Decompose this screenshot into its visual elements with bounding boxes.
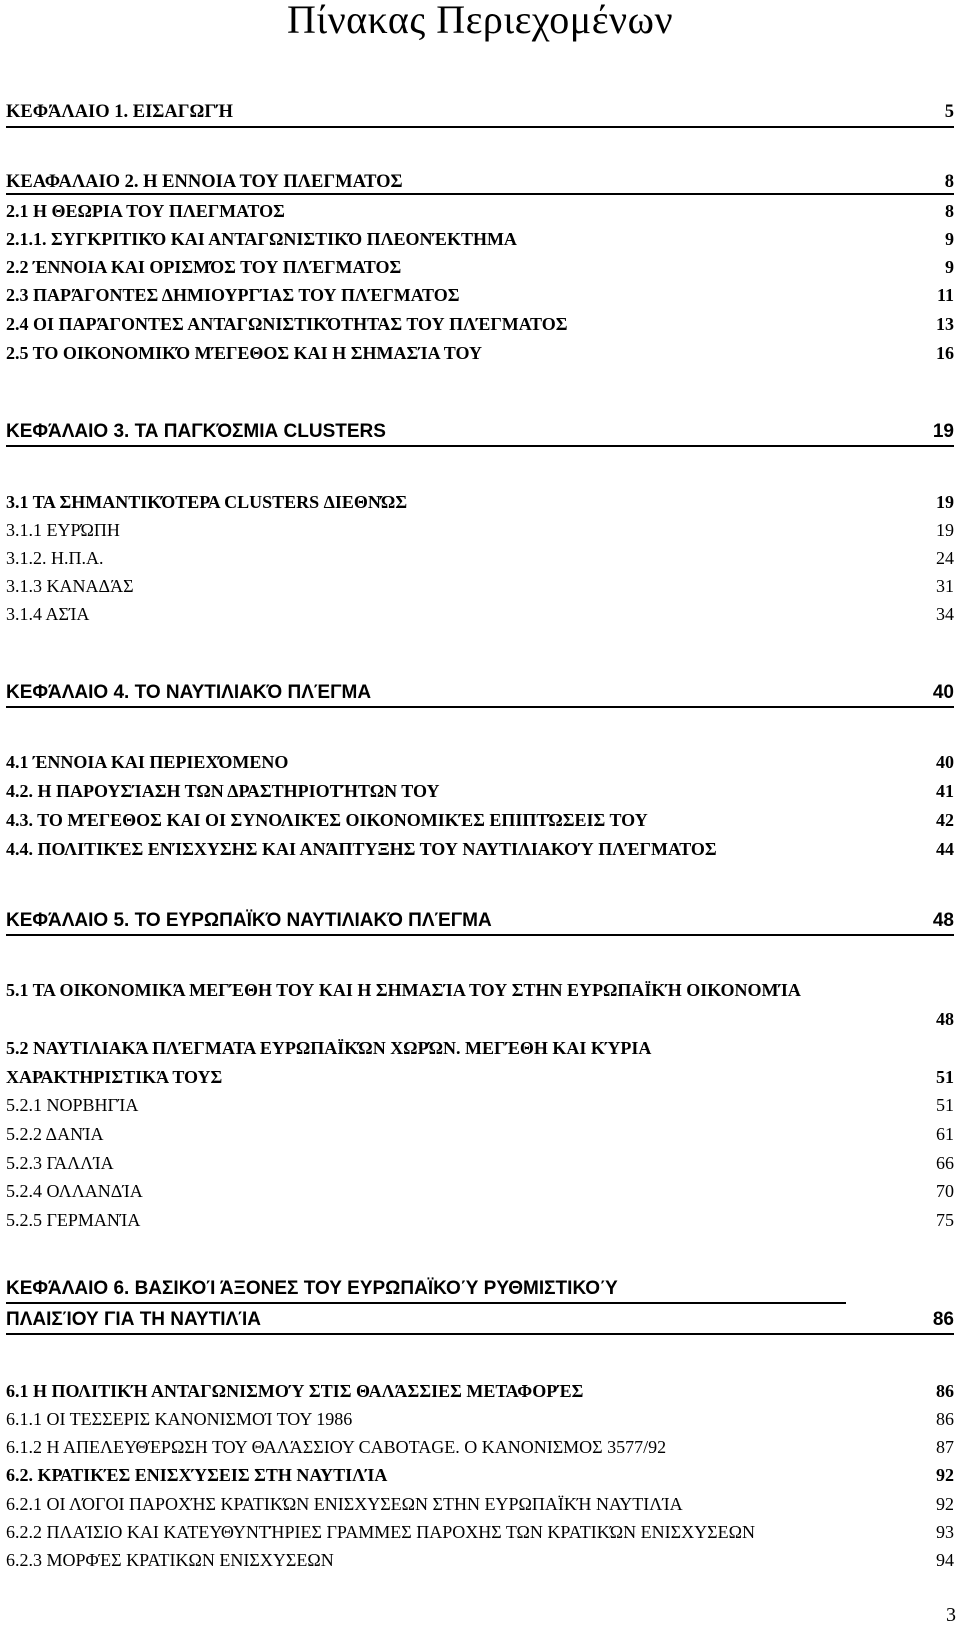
toc-entry-text: ΚΕΦΆΛΑΙΟ 1. ΕΙΣΑΓΩΓΉ bbox=[6, 102, 233, 122]
toc-entry-page: 24 bbox=[936, 548, 954, 568]
toc-entry-text: ΧΑΡΑΚΤΗΡΙΣΤΙΚΆ ΤΟΥΣ bbox=[6, 1067, 223, 1087]
toc-entry-page: 40 bbox=[936, 752, 954, 772]
toc-entry-text: 5.2 ΝΑΥΤΙΛΙΑΚΆ ΠΛΈΓΜΑΤΑ ΕΥΡΩΠΑΪΚΏΝ ΧΩΡΏΝ. ΜΕΓΈΘΗ ΚΑΙ ΚΎΡΙΑ bbox=[6, 1038, 652, 1058]
toc-entry-text: 3.1.3 ΚΑΝΑΔΆΣ bbox=[6, 576, 134, 596]
toc-entry-text: 4.1 ΈΝΝΟΙΑ ΚΑΙ ΠΕΡΙΕΧΌΜΕΝΟ bbox=[6, 752, 289, 772]
toc-entry-page: 19 bbox=[936, 520, 954, 540]
toc-entry-page: 48 bbox=[936, 1009, 954, 1029]
page-title: Πίνακας Περιεχομένων bbox=[286, 0, 674, 42]
toc-entry-text: 6.1.2 Η ΑΠΕΛΕΥΘΈΡΩΣΗ ΤΟΥ ΘΑΛΆΣΣΙΟΥ CABOTAGE. Ο ΚΑΝΟΝΙΣΜΟΣ 3577/92 bbox=[6, 1437, 667, 1457]
toc-entry-page: 9 bbox=[945, 229, 954, 249]
toc-entry-text: ΚΕΦΆΛΑΙΟ 5. ΤΟ ΕΥΡΩΠΑΪΚΌ ΝΑΥΤΙΛΙΑΚΌ ΠΛΈΓΜΑ bbox=[6, 910, 492, 931]
toc-entry-text: ΚΕΦΆΛΑΙΟ 3. ΤΑ ΠΑΓΚΌΣΜΙΑ CLUSTERS bbox=[6, 421, 386, 442]
toc-entry-text: 6.2.3 ΜΟΡΦΈΣ ΚΡΑΤΙΚΩΝ ΕΝΙΣΧΥΣΕΩΝ bbox=[6, 1550, 334, 1570]
toc-entry-page: 5 bbox=[944, 102, 954, 122]
toc-entry-page: 48 bbox=[932, 910, 954, 931]
toc-entry-text: ΚΕΦΆΛΑΙΟ 4. ΤΟ ΝΑΥΤΙΛΙΑΚΌ ΠΛΈΓΜΑ bbox=[6, 682, 372, 703]
toc-entry-text: 5.2.5 ΓΕΡΜΑΝΊΑ bbox=[6, 1210, 141, 1230]
toc-entry-page: 70 bbox=[936, 1181, 954, 1201]
toc-entry-text: 2.4 ΟΙ ΠΑΡΆΓΟΝΤΕΣ ΑΝΤΑΓΩΝΙΣΤΙΚΌΤΗΤΑΣ ΤΟΥ ΠΛΈΓΜΑΤΟΣ bbox=[6, 314, 568, 334]
toc-entry-text: 6.2.1 ΟΙ ΛΌΓΟΙ ΠΑΡΟΧΉΣ ΚΡΑΤΙΚΏΝ ΕΝΙΣΧΥΣΕΩΝ ΣΤΗΝ ΕΥΡΩΠΑΪΚΉ ΝΑΥΤΙΛΊΑ bbox=[6, 1494, 683, 1514]
toc-entry-text: ΚΕΑΦΑΛΑΙΟ 2. Η ΕΝΝΟΙΑ ΤΟΥ ΠΛΕΓΜΑΤΟΣ bbox=[6, 172, 403, 192]
chapter-rule bbox=[6, 193, 954, 195]
toc-entry-text: 5.2.3 ΓΑΛΛΊΑ bbox=[6, 1153, 114, 1173]
chapter-rule bbox=[6, 1302, 846, 1304]
toc-entry-text: 2.2 ΈΝΝΟΙΑ ΚΑΙ ΟΡΙΣΜΌΣ ΤΟΥ ΠΛΈΓΜΑΤΟΣ bbox=[6, 257, 402, 277]
toc-entry-page: 19 bbox=[936, 492, 954, 512]
toc-entry-text: 4.3. ΤΟ ΜΈΓΕΘΟΣ ΚΑΙ ΟΙ ΣΥΝΟΛΙΚΈΣ ΟΙΚΟΝΟΜΙΚΈΣ ΕΠΙΠΤΏΣΕΙΣ ΤΟΥ bbox=[6, 810, 648, 830]
toc-entry-page: 51 bbox=[936, 1067, 954, 1087]
toc-entry-page: 86 bbox=[936, 1381, 954, 1401]
toc-entry-page: 92 bbox=[936, 1465, 954, 1485]
toc-entry-text: 2.1 Η ΘΕΩΡΙΑ ΤΟΥ ΠΛΕΓΜΑΤΟΣ bbox=[6, 201, 285, 221]
toc-entry-text: 6.1.1 ΟΙ ΤΕΣΣΕΡΙΣ ΚΑΝΟΝΙΣΜΟΊ ΤΟΥ 1986 bbox=[6, 1409, 353, 1429]
toc-entry-page: 86 bbox=[936, 1409, 954, 1429]
toc-entry-text: 3.1 ΤΑ ΣΗΜΑΝΤΙΚΌΤΕΡΑ CLUSTERS ΔΙΕΘΝΏΣ bbox=[6, 492, 408, 512]
chapter-rule bbox=[6, 706, 954, 708]
toc-entry-page: 92 bbox=[936, 1494, 954, 1514]
toc-entry-text: 6.2. ΚΡΑΤΙΚΈΣ ΕΝΙΣΧΎΣΕΙΣ ΣΤΗ ΝΑΥΤΙΛΊΑ bbox=[6, 1465, 388, 1485]
toc-entry-text: 5.2.2 ΔΑΝΊΑ bbox=[6, 1124, 104, 1144]
chapter-rule bbox=[6, 934, 954, 936]
toc-entry-page: 8 bbox=[945, 201, 954, 221]
toc-entry-text: 6.1 Η ΠΟΛΙΤΙΚΉ ΑΝΤΑΓΩΝΙΣΜΟΎ ΣΤΙΣ ΘΑΛΆΣΣΙΕΣ ΜΕΤΑΦΟΡΈΣ bbox=[6, 1381, 584, 1401]
toc-entry-page: 44 bbox=[936, 839, 954, 859]
toc-entry-text: 3.1.2. Η.Π.Α. bbox=[6, 548, 104, 568]
toc-entry-text: 4.2. Η ΠΑΡΟΥΣΊΑΣΗ ΤΩΝ ΔΡΑΣΤΗΡΙΟΤΉΤΩΝ ΤΟΥ bbox=[6, 781, 440, 801]
toc-entry-text: 3.1.4 ΑΣΊΑ bbox=[6, 604, 90, 624]
toc-entry-page: 41 bbox=[936, 781, 954, 801]
toc-entry-text: 5.2.4 ΟΛΛΑΝΔΊΑ bbox=[6, 1181, 143, 1201]
toc-entry-page: 87 bbox=[936, 1437, 954, 1457]
toc-entry-text: 2.1.1. ΣΥΓΚΡΙΤΙΚΌ ΚΑΙ ΑΝΤΑΓΩΝΙΣΤΙΚΌ ΠΛΕΟΝΈΚΤΗΜΑ bbox=[6, 229, 517, 249]
toc-entry-page: 61 bbox=[936, 1124, 954, 1144]
toc-entry-page: 75 bbox=[936, 1210, 954, 1230]
toc-entry-page: 51 bbox=[936, 1095, 954, 1115]
toc-entry-page: 42 bbox=[936, 810, 954, 830]
toc-entry-text: 5.2.1 ΝΟΡΒΗΓΊΑ bbox=[6, 1095, 139, 1115]
toc-entry-page: 8 bbox=[944, 172, 954, 192]
toc-entry-page: 9 bbox=[945, 257, 954, 277]
toc-entry-text: 3.1.1 ΕΥΡΏΠΗ bbox=[6, 520, 120, 540]
chapter-rule bbox=[6, 126, 954, 128]
chapter-rule bbox=[6, 1333, 954, 1335]
toc-entry-text: 4.4. ΠΟΛΙΤΙΚΈΣ ΕΝΊΣΧΥΣΗΣ ΚΑΙ ΑΝΆΠΤΥΞΗΣ ΤΟΥ ΝΑΥΤΙΛΙΑΚΟΎ ΠΛΈΓΜΑΤΟΣ bbox=[6, 839, 717, 859]
toc-entry-page: 16 bbox=[936, 343, 954, 363]
toc-entry-text: 6.2.2 ΠΛΑΊΣΙΟ ΚΑΙ ΚΑΤΕΥΘΥΝΤΉΡΙΕΣ ΓΡΑΜΜΕΣ ΠΑΡΟΧΗΣ ΤΩΝ ΚΡΑΤΙΚΏΝ ΕΝΙΣΧΥΣΕΩΝ bbox=[6, 1522, 755, 1542]
toc-entry-page: 66 bbox=[936, 1153, 954, 1173]
toc-entry-page: 94 bbox=[936, 1550, 954, 1570]
toc-entry-page: 34 bbox=[936, 604, 954, 624]
toc-entry-text: 5.1 ΤΑ ΟΙΚΟΝΟΜΙΚΆ ΜΕΓΈΘΗ ΤΟΥ ΚΑΙ Η ΣΗΜΑΣΊΑ ΤΟΥ ΣΤΗΝ ΕΥΡΩΠΑΪΚΉ ΟΙΚΟΝΟΜΊΑ bbox=[6, 980, 801, 1000]
toc-entry-page: 31 bbox=[936, 576, 954, 596]
toc-entry-page: 19 bbox=[932, 421, 954, 442]
toc-entry-text: 2.5 ΤΟ ΟΙΚΟΝΟΜΙΚΌ ΜΈΓΕΘΟΣ ΚΑΙ Η ΣΗΜΑΣΊΑ ΤΟΥ bbox=[6, 343, 483, 363]
page-number: 3 bbox=[946, 1604, 956, 1626]
chapter-rule bbox=[6, 445, 954, 447]
toc-entry-page: 86 bbox=[932, 1309, 954, 1330]
toc-entry-text: ΠΛΑΙΣΊΟΥ ΓΙΑ ΤΗ ΝΑΥΤΙΛΊΑ bbox=[6, 1309, 261, 1330]
toc-entry-text: ΚΕΦΆΛΑΙΟ 6. ΒΑΣΙΚΟΊ ΆΞΟΝΕΣ ΤΟΥ ΕΥΡΩΠΑΪΚΟΎ ΡΥΘΜΙΣΤΙΚΟΎ bbox=[6, 1278, 618, 1299]
toc-entry-text: 2.3 ΠΑΡΆΓΟΝΤΕΣ ΔΗΜΙΟΥΡΓΊΑΣ ΤΟΥ ΠΛΈΓΜΑΤΟΣ bbox=[6, 285, 460, 305]
toc-entry-page: 13 bbox=[936, 314, 954, 334]
toc-entry-page: 40 bbox=[932, 682, 954, 703]
toc-entry-page: 93 bbox=[936, 1522, 954, 1542]
toc-entry-page: 11 bbox=[936, 285, 954, 305]
